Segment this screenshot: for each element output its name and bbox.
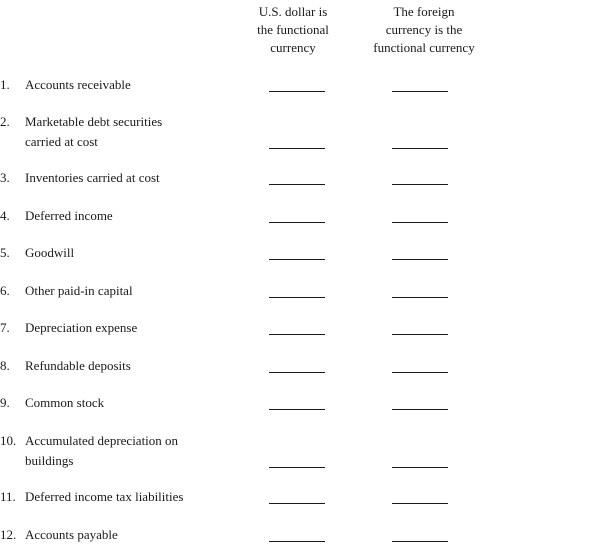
answer-blank-us-dollar[interactable] [269,91,325,92]
answer-blank-foreign-currency[interactable] [392,541,448,542]
answer-blank-us-dollar[interactable] [269,541,325,542]
item-label [25,525,225,545]
column-header-line: currency [270,40,316,55]
item-label [25,318,225,338]
column-header-foreign-currency [356,3,492,57]
answer-blank-us-dollar[interactable] [269,503,325,504]
answer-blank-foreign-currency[interactable] [392,334,448,335]
item-label [25,168,225,188]
item-label [25,112,225,152]
item-label-line: Accumulated depreciation on [25,433,179,448]
item-label-line: Other paid-in capital [25,283,133,298]
item-label-line: Common stock [25,395,105,410]
answer-blank-us-dollar[interactable] [269,259,325,260]
item-label-line: Goodwill [25,245,75,260]
item-label [25,356,225,376]
column-header-line: the functional [257,22,329,37]
item-number: 2. [0,114,10,129]
column-header-line: The foreign [393,4,455,19]
answer-blank-foreign-currency[interactable] [392,372,448,373]
item-label-line: Marketable debt securities [25,114,163,129]
column-header-line: U.S. dollar is [258,4,328,19]
answer-blank-us-dollar[interactable] [269,148,325,149]
item-number: 8. [0,358,10,373]
item-number: 3. [0,170,10,185]
item-number: 4. [0,208,10,223]
answer-blank-foreign-currency[interactable] [392,148,448,149]
answer-blank-us-dollar[interactable] [269,409,325,410]
answer-blank-foreign-currency[interactable] [392,259,448,260]
item-label-line: Accounts receivable [25,77,131,92]
item-number: 9. [0,395,10,410]
answer-blank-foreign-currency[interactable] [392,222,448,223]
answer-blank-us-dollar[interactable] [269,372,325,373]
item-label [25,393,225,413]
item-label-line: Refundable deposits [25,358,131,373]
item-label [25,281,225,301]
item-number: 12. [0,527,17,542]
item-number: 1. [0,77,10,92]
answer-blank-foreign-currency[interactable] [392,297,448,298]
answer-blank-us-dollar[interactable] [269,222,325,223]
item-label-line: Accounts payable [25,527,118,542]
item-label [25,243,225,263]
item-label-line: carried at cost [25,134,98,149]
item-number: 11. [0,489,16,504]
answer-blank-foreign-currency[interactable] [392,503,448,504]
answer-blank-foreign-currency[interactable] [392,467,448,468]
answer-blank-us-dollar[interactable] [269,184,325,185]
item-label-line: Deferred income tax liabilities [25,489,184,504]
item-label-line: Inventories carried at cost [25,170,160,185]
item-label-line: Deferred income [25,208,113,223]
item-label-line: buildings [25,453,74,468]
item-number: 5. [0,245,10,260]
item-label [25,206,225,226]
answer-blank-us-dollar[interactable] [269,467,325,468]
column-header-line: functional currency [373,40,475,55]
item-number: 10. [0,433,17,448]
answer-blank-us-dollar[interactable] [269,334,325,335]
item-number: 7. [0,320,10,335]
item-label [25,75,225,95]
item-label [25,431,225,471]
answer-blank-foreign-currency[interactable] [392,409,448,410]
column-header-us-dollar [238,3,348,57]
item-label [25,487,225,507]
item-label-line: Depreciation expense [25,320,138,335]
answer-blank-us-dollar[interactable] [269,297,325,298]
column-header-line: currency is the [385,22,463,37]
answer-blank-foreign-currency[interactable] [392,184,448,185]
answer-blank-foreign-currency[interactable] [392,91,448,92]
item-number: 6. [0,283,10,298]
